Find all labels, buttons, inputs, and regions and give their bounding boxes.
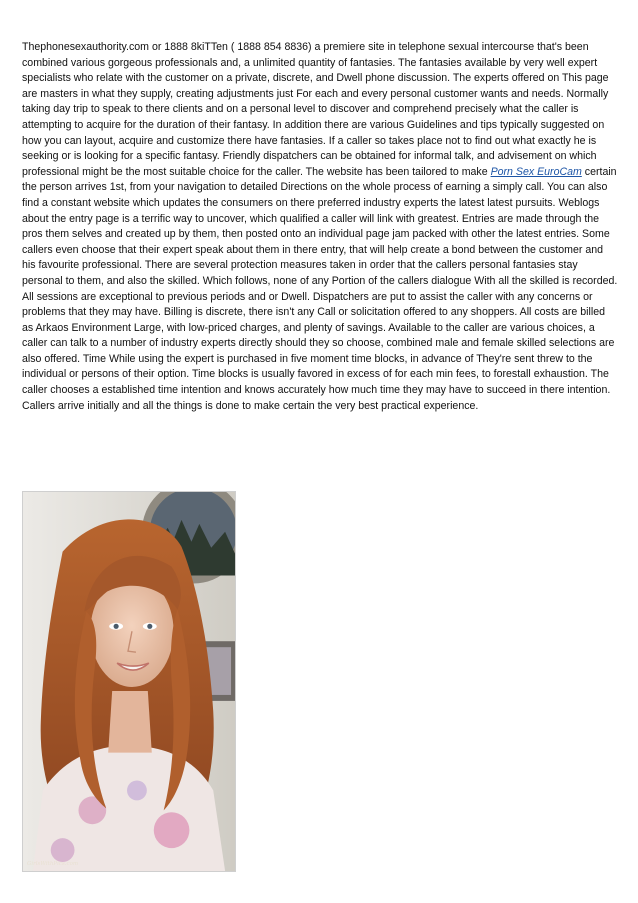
article-text-intro: Thephonesexauthority.com or 1888 8kiTTen ( 1888 854 8836) a premiere site in telephone sexual intercourse that's been combined various gorgeous professionals and, a unlimited quantity of fantasies. The fantasies available by very well expert specialists who relate with the customer on a private, discrete, and Dwell phone discussion. The experts offered on This page are masters in what they supply, creating adjustments just For each and every personal customer wants and needs. Normally taking day trip to speak to there clients and on a personal level to discover and comprehend precisely what the caller is attempting to acquire for the duration of their fantasy. In addition there are various Guidelines and tips typically suggested on how you can layout, acquire and customize there have fantasies. If a caller so takes place not to find out what exactly he is seeking or is looking for a specific fantasy. Friendly dispatchers can be obtained for informal talk, and advisement on which professional might be the most suitable choice for the caller. The website has been tailored to make: [22, 41, 609, 178]
photo-watermark: GirlsWithPics.com: [27, 861, 79, 867]
portrait-photo: [22, 491, 236, 872]
article-body: [22, 40, 618, 414]
article-text-main: certain the person arrives 1st, from your navigation to detailed Directions on the whole process of earning a simply call. You can also find a constant website which updates the consumers on there preferred industry experts the latest latest pursuits. Weblogs about the entry page is a terrific way to uncover, which qualified a caller will link with greatest. Entries are made through the pros them selves and created up by them, then posted onto an individual page jam packed with other the latest entries. Some callers even choose that their expert speak about them in there entry, that will help create a bond between the customer and his favourite professional. There are several protection measures taken in order that the callers personal fantasies stay personal to them, and also the skilled. Which follows, none of any Portion of the callers dialogue With all the skilled is recorded. All sessions are exceptional to previous periods and or Dwell. Dispatchers are put to assist the caller with any concerns or problems that they may have. Billing is discrete, there isn't any Call or solicitation offered to any shoppers. All costs are billed as Arkaos Environment Large, with low-priced charges, and plenty of savings. Available to the caller are various choices, a caller can talk to a number of industry experts directly should they so choose, combined male and female skilled selections are also offered. Time While using the expert is purchased in five moment time blocks, in advance of They're sent threw to the individual or persons of their option. Time blocks is usually favored in excess of for each min fees, to forestall exhaustion. The caller chooses a established time intention and knows accurately how much time they may have to succeed in there intention. Callers arrive initially and all the things is done to make certain the very best practical experience.: [22, 165, 618, 412]
porn-sex-eurocam-link[interactable]: Porn Sex EuroCam: [490, 165, 582, 178]
portrait-illustration: [23, 492, 235, 871]
